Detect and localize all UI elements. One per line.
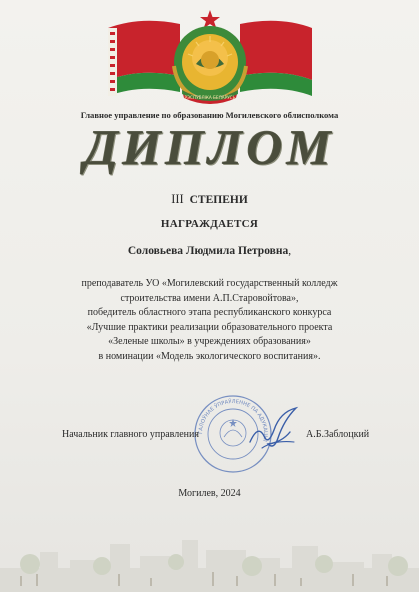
right-flag <box>240 21 312 96</box>
degree-word: СТЕПЕНИ <box>189 194 248 206</box>
recipient-suffix: , <box>288 245 292 257</box>
state-emblem-with-flags <box>100 6 320 110</box>
signatory-name: А.Б.Заблоцкий <box>306 429 370 440</box>
awarded-label: НАГРАЖДАЕТСЯ <box>160 218 259 230</box>
organization-name: Главное управление по образованию Могилевского облисполкома <box>80 110 339 120</box>
description-line: победитель областного этапа республиканского конкурса <box>87 307 332 318</box>
diploma-degree <box>0 192 419 207</box>
seal-text: ГАЛОЎНАЕ ЎПРАЎЛЕННЕ ПА АДУКАЦЫІ <box>197 398 269 443</box>
description-line: «Зеленые школы» в учреждениях образования» <box>108 336 311 347</box>
handwritten-signature <box>244 402 304 454</box>
description-line: строительства имени А.П.Старовойтова», <box>120 292 299 304</box>
emblem <box>174 10 246 104</box>
description-line: преподаватель УО «Могилевский государственный колледж <box>81 278 338 289</box>
signatory-position: Начальник главного управления <box>62 429 199 440</box>
description-line: в номинации «Модель экологического воспитания». <box>98 350 321 362</box>
diploma-title: ДИПЛОМ <box>84 119 335 175</box>
recipient-name-line <box>0 245 419 257</box>
decorative-skyline <box>0 500 419 592</box>
award-description <box>0 277 419 364</box>
emblem-ribbon-text: РЭСПУБЛІКА БЕЛАРУСЬ <box>184 95 236 100</box>
degree-numeral: III <box>171 192 184 206</box>
recipient-name: Соловьева Людмила Петровна <box>127 245 289 257</box>
city-year: Могилев, 2024 <box>178 488 241 499</box>
left-flag <box>108 21 180 96</box>
description-line: «Лучшие практики реализации образовательного проекта <box>86 321 333 333</box>
